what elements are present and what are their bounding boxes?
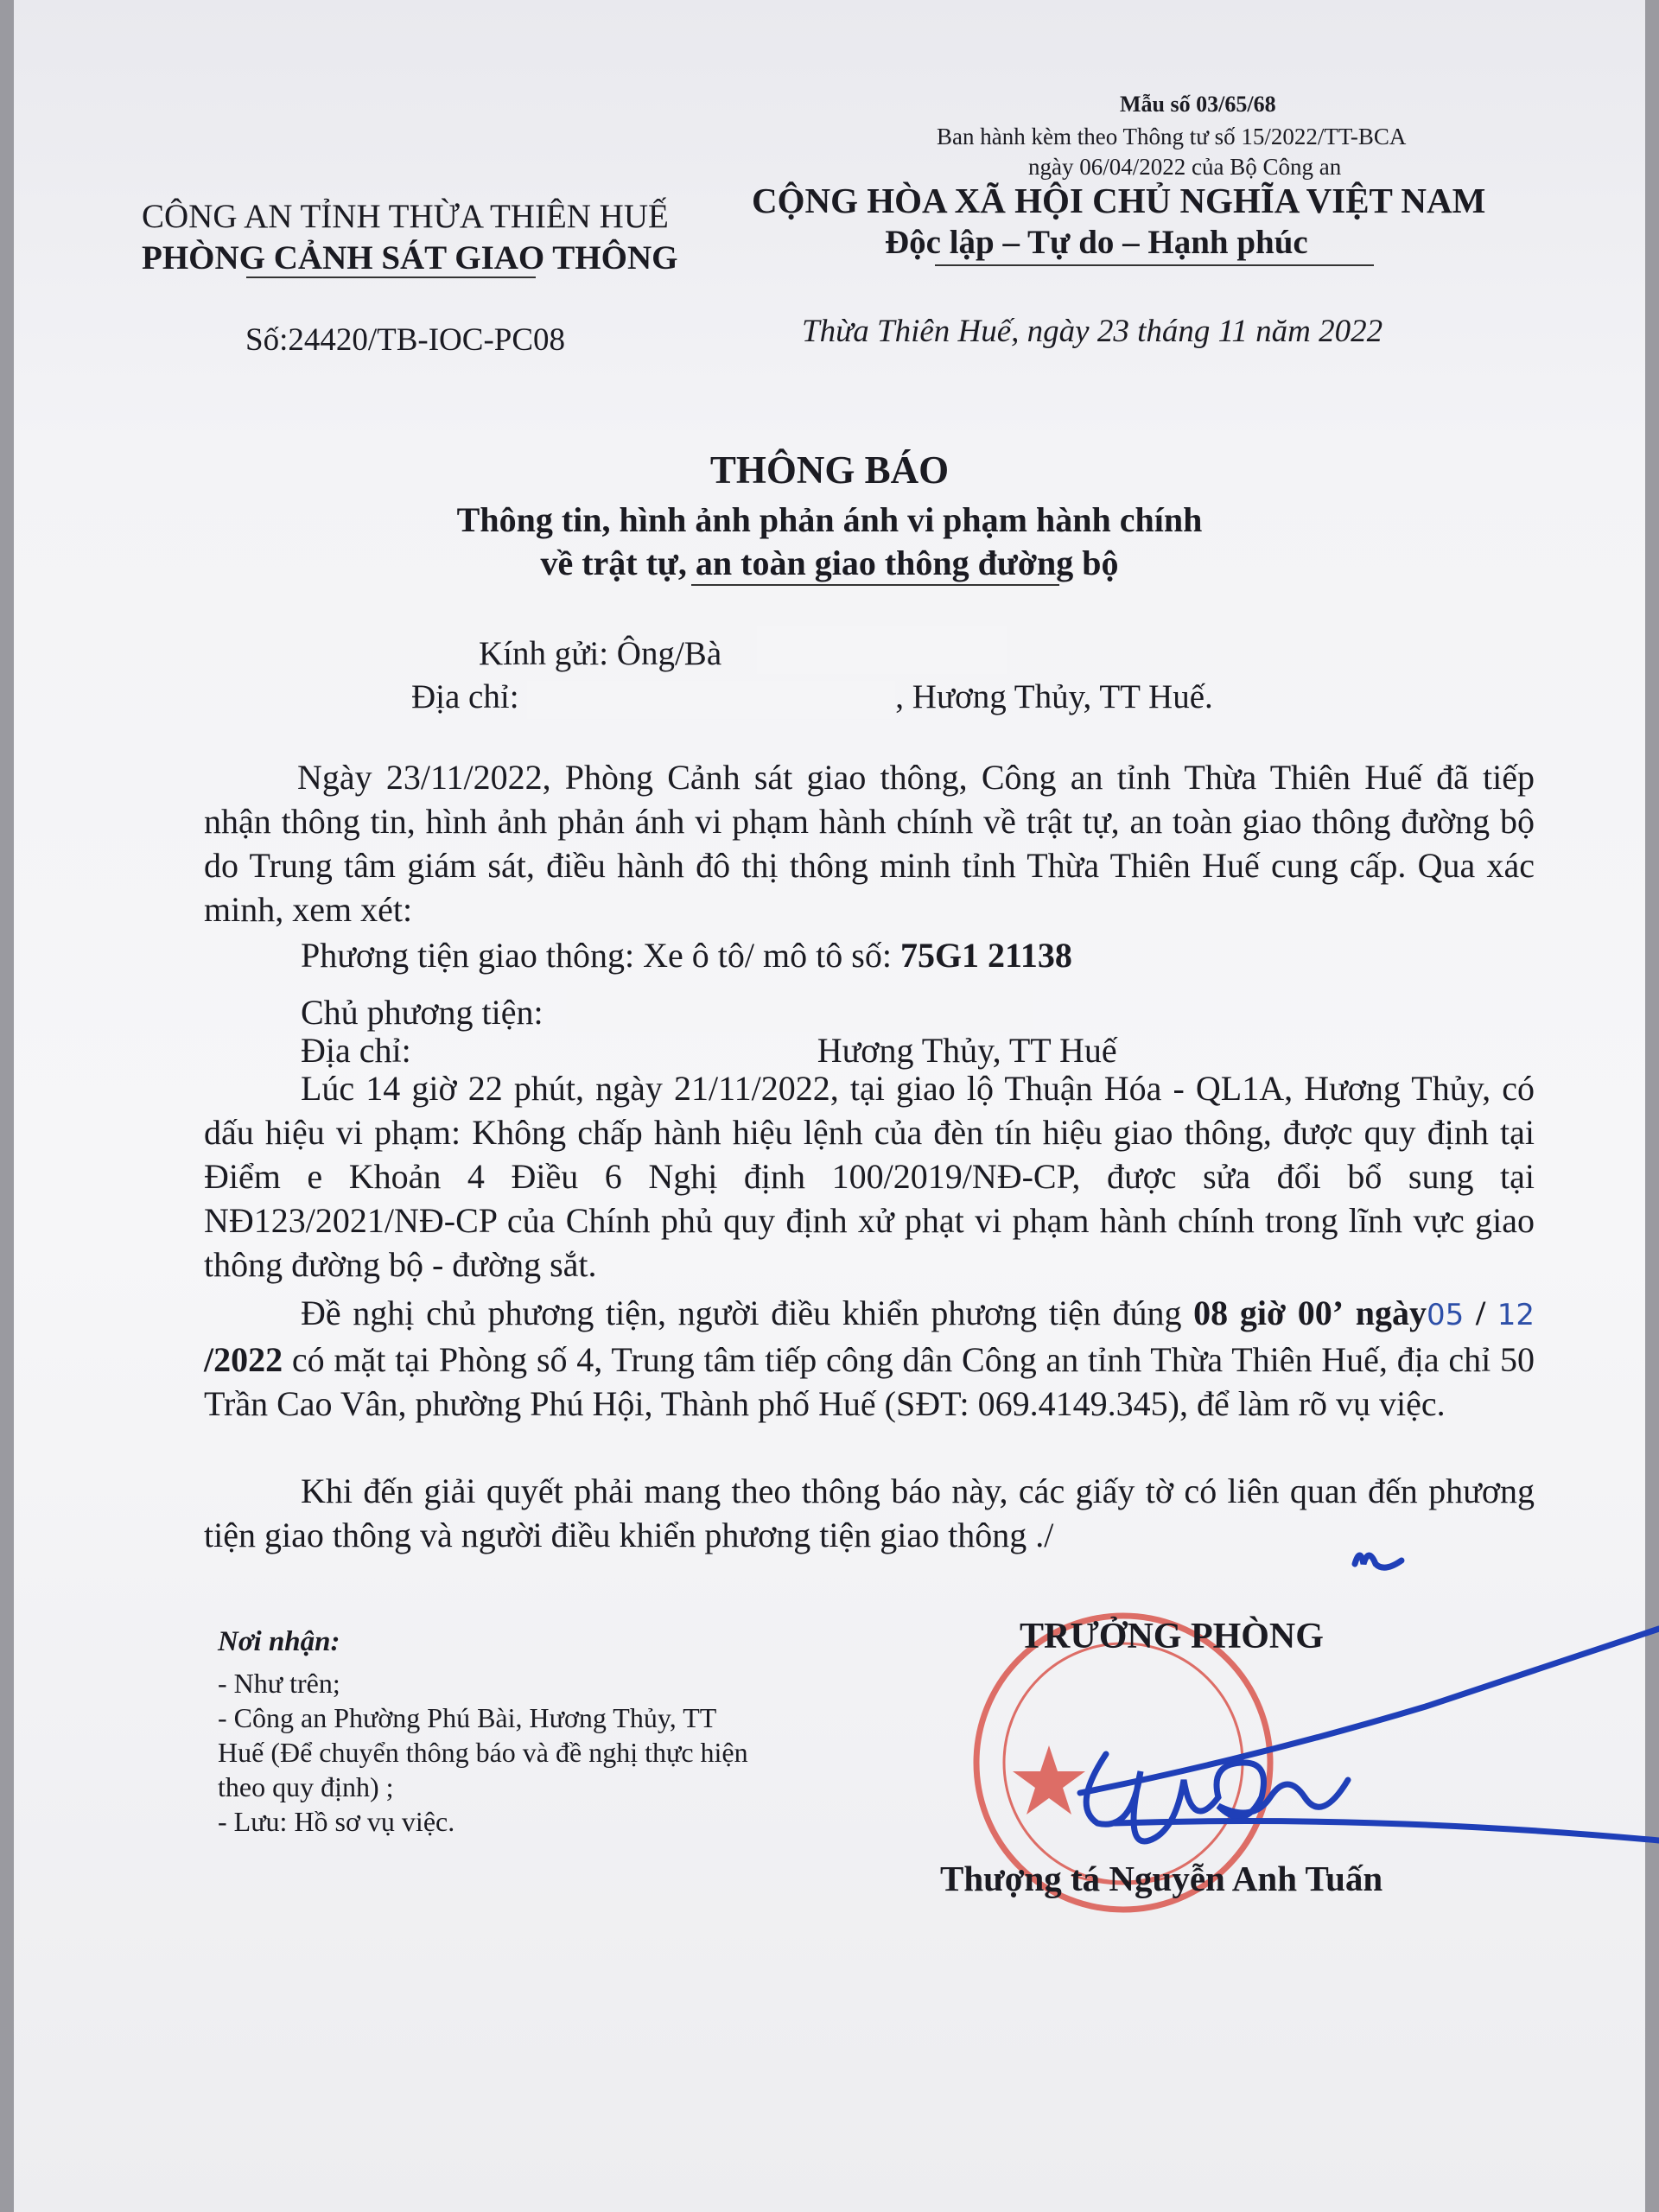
violation-paragraph: Lúc 14 giờ 22 phút, ngày 21/11/2022, tại giao lộ Thuận Hóa - QL1A, Hương Thủy, có dấu hiệu vi phạm: Không chấp hành hiệu lệnh của đèn tín hiệu giao thông, được quy định tại Điểm e Khoản 4 Điều 6 Nghị định 100/2019/NĐ-CP, được sửa đổi bổ sung tại NĐ123/2021/NĐ-CP của Chính phủ quy định xử phạt vi phạm hành chính trong lĩnh vực giao thông đường bộ - đường sắt. — [204, 1069, 1535, 1284]
owner-address-tail: Hương Thủy, TT Huế — [817, 1031, 1117, 1070]
document-title: THÔNG BÁO — [709, 448, 950, 492]
agency-name: CÔNG AN TỈNH THỪA THIÊN HUẾ — [142, 198, 669, 235]
address-tail: , Hương Thủy, TT Huế. — [895, 678, 1213, 715]
recipient-greeting: Kính gửi: Ông/Bà — [479, 635, 722, 672]
request-intro: Đề nghị chủ phương tiện, người điều khiển phương tiện đúng — [301, 1294, 1194, 1332]
issued-by-line1: Ban hành kèm theo Thông tư số 15/2022/TT-BCA — [937, 124, 1407, 149]
document-number: Số:24420/TB-IOC-PC08 — [245, 322, 566, 358]
request-year: /2022 — [204, 1340, 283, 1379]
department-name: PHÒNG CẢNH SÁT GIAO THÔNG — [142, 239, 678, 276]
closing-paragraph: Khi đến giải quyết phải mang theo thông báo này, các giấy tờ có liên quan đến phương tiện giao thông và người điều khiển phương tiện giao thông ./ — [204, 1471, 1535, 1554]
recipients-label: Nơi nhận: — [218, 1626, 340, 1657]
place-and-date: Thừa Thiên Huế, ngày 23 tháng 11 năm 2022 — [802, 314, 1383, 349]
handwritten-month: 12 — [1497, 1298, 1535, 1332]
recipient-item: theo quy định) ; — [218, 1771, 394, 1802]
request-details: có mặt tại Phòng số 4, Trung tâm tiếp công dân Công an tỉnh Thừa Thiên Huế, địa chỉ 50 Trần Cao Vân, phường Phú Hội, Thành phố Huế (SĐT: 069.4149.345), để làm rõ vụ việc. — [204, 1340, 1535, 1423]
vehicle-plate: 75G1 21138 — [899, 936, 1072, 975]
document-subtitle-line2: về trật tự, an toàn giao thông đường bộ — [540, 543, 1119, 582]
signer-position: TRƯỞNG PHÒNG — [1020, 1617, 1324, 1656]
form-number: Mẫu số 03/65/68 — [1120, 92, 1276, 117]
signature-stroke — [1080, 1555, 1659, 1841]
national-title: CỘNG HÒA XÃ HỘI CHỦ NGHĨA VIỆT NAM — [752, 181, 1486, 220]
recipient-item: - Công an Phường Phú Bài, Hương Thủy, TT — [218, 1702, 717, 1733]
recipient-item: - Lưu: Hồ sơ vụ việc. — [218, 1806, 455, 1837]
date-separator: / — [1464, 1294, 1497, 1332]
owner-label: Chủ phương tiện: — [301, 993, 543, 1032]
national-motto: Độc lập – Tự do – Hạnh phúc — [885, 224, 1308, 261]
request-day-label: ngày — [1355, 1294, 1427, 1332]
issued-by-line2: ngày 06/04/2022 của Bộ Công an — [1028, 154, 1342, 180]
vehicle-label: Phương tiện giao thông: Xe ô tô/ mô tô số: — [301, 936, 900, 975]
signer-name: Thượng tá Nguyễn Anh Tuấn — [940, 1859, 1383, 1898]
owner-address-label: Địa chỉ: — [301, 1031, 411, 1070]
recipient-item: Huế (Để chuyển thông báo và đề nghị thực hiện — [218, 1737, 748, 1768]
request-time: 08 giờ 00’ — [1193, 1294, 1344, 1332]
intro-paragraph: Ngày 23/11/2022, Phòng Cảnh sát giao thông, Công an tỉnh Thừa Thiên Huế đã tiếp nhận thông tin, hình ảnh phản ánh vi phạm hành chính về trật tự, an toàn giao thông đường bộ do Trung tâm giám sát, điều hành đô thị thông minh tỉnh Thừa Thiên Huế cung cấp. Qua xác minh, xem xét: — [204, 758, 1535, 929]
recipient-item: - Như trên; — [218, 1668, 340, 1699]
handwritten-day: 05 — [1427, 1298, 1465, 1332]
document-subtitle-line1: Thông tin, hình ảnh phản ánh vi phạm hành chính — [456, 500, 1203, 539]
address-label: Địa chỉ: — [411, 678, 528, 715]
